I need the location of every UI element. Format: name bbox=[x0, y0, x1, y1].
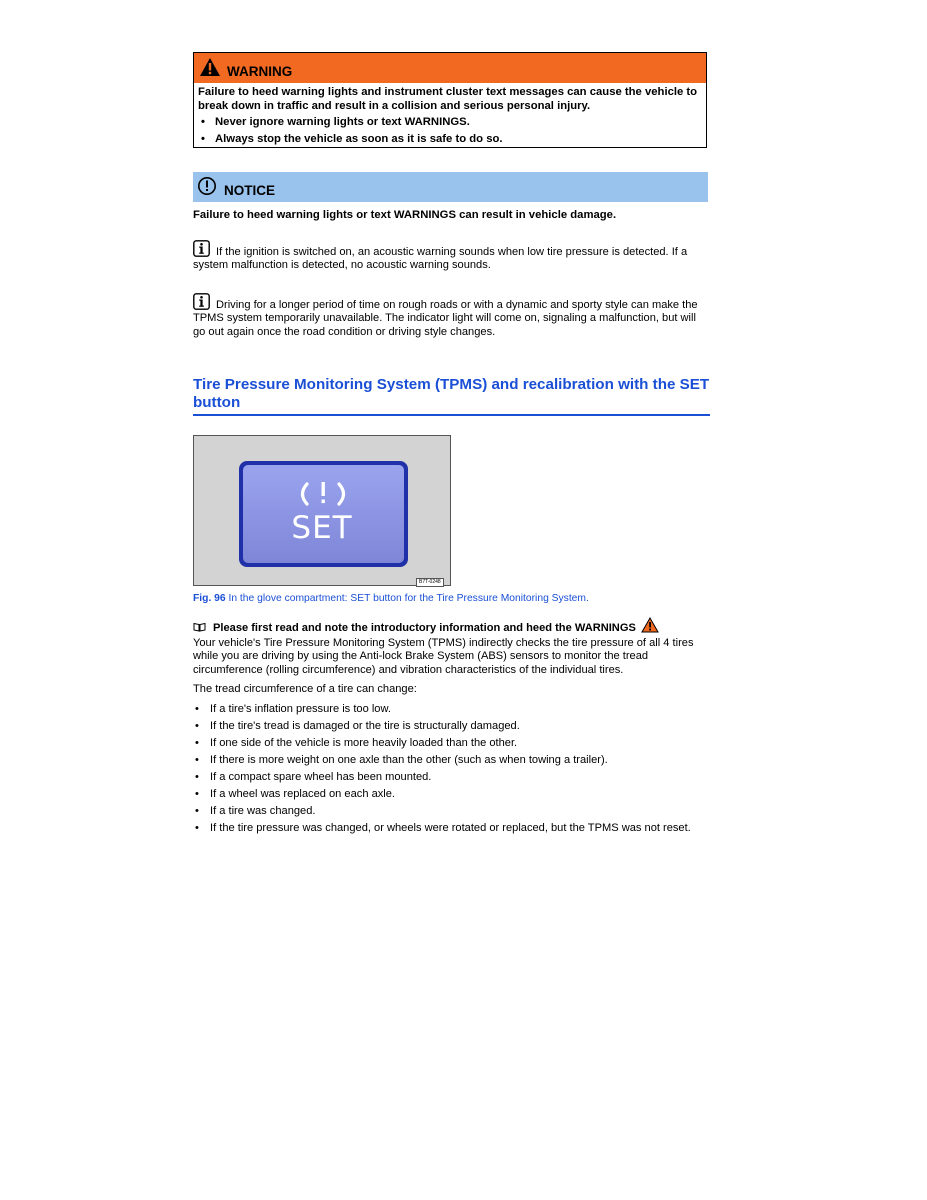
info-paragraph bbox=[193, 293, 710, 339]
figure-caption-text: In the glove compartment: SET button for the Tire Pressure Monitoring System. bbox=[225, 593, 589, 604]
info-text: Driving for a longer period of time on rough roads or with a dynamic and sporty style can make the TPMS system temporarily unavailable. The indicator light will come on, signaling a malfunction, but will go out again once the road condition or driving style changes. bbox=[193, 299, 698, 338]
info-icon bbox=[193, 293, 210, 310]
section-title: Tire Pressure Monitoring System (TPMS) and recalibration with the SET button bbox=[193, 376, 710, 416]
book-icon bbox=[193, 622, 206, 635]
figure-code: B7T-0248 bbox=[416, 578, 444, 587]
warning-triangle-icon bbox=[641, 617, 659, 636]
warning-text: Failure to heed warning lights and instrument cluster text messages can cause the vehicle to break down in traffic and result in a collision and serious personal injury. bbox=[198, 86, 698, 112]
list-item: • If one side of the vehicle is more heavily loaded than the other. bbox=[193, 737, 691, 754]
figure-set-button bbox=[193, 435, 451, 586]
warning-box bbox=[193, 52, 707, 148]
notice-text: Failure to heed warning lights or text WARNINGS can result in vehicle damage. bbox=[193, 209, 617, 221]
info-paragraph bbox=[193, 240, 710, 273]
read-first-note bbox=[193, 617, 659, 636]
warning-bullets bbox=[198, 116, 700, 147]
notice-header bbox=[193, 172, 708, 202]
warning-triangle-icon bbox=[199, 57, 221, 82]
set-button-label: SET bbox=[291, 510, 353, 546]
figure-caption-label: Fig. 96 bbox=[193, 593, 226, 604]
list-item: • If there is more weight on one axle than the other (such as when towing a trailer). bbox=[193, 754, 691, 771]
list-item: • Never ignore warning lights or text WARNINGS. bbox=[198, 116, 700, 130]
warning-title: WARNING bbox=[227, 64, 293, 79]
list-item: • If a tire was changed. bbox=[193, 805, 691, 822]
info-icon bbox=[193, 240, 210, 257]
figure-caption bbox=[193, 593, 589, 604]
notice-exclamation-icon bbox=[197, 176, 217, 201]
list-item: • If a wheel was replaced on each axle. bbox=[193, 788, 691, 805]
list-item: • If a compact spare wheel has been mounted. bbox=[193, 771, 691, 788]
info-text: If the ignition is switched on, an acoustic warning sounds when low tire pressure is detected. If a system malfunction is detected, no acoustic warning sounds. bbox=[193, 246, 688, 272]
warning-header bbox=[194, 53, 706, 83]
change-causes-list bbox=[193, 703, 691, 839]
body-intro: Your vehicle's Tire Pressure Monitoring System (TPMS) indirectly checks the tire pressure of all 4 tires while you are driving by using the Anti-lock Brake System (ABS) sensors to monitor the tread circumference (rolling circumference) and vibration characteristics of the individual tires. bbox=[193, 637, 694, 676]
body-lead: The tread circumference of a tire can change: bbox=[193, 683, 417, 695]
list-item: • If a tire's inflation pressure is too low. bbox=[193, 703, 691, 720]
list-item: • If the tire pressure was changed, or wheels were rotated or replaced, but the TPMS was not reset. bbox=[193, 822, 691, 839]
notice-title: NOTICE bbox=[224, 183, 276, 198]
list-item: • Always stop the vehicle as soon as it is safe to do so. bbox=[198, 133, 700, 147]
list-item: • If the tire's tread is damaged or the tire is structurally damaged. bbox=[193, 720, 691, 737]
read-note-text: Please first read and note the introductory information and heed the WARNINGS bbox=[213, 622, 636, 634]
